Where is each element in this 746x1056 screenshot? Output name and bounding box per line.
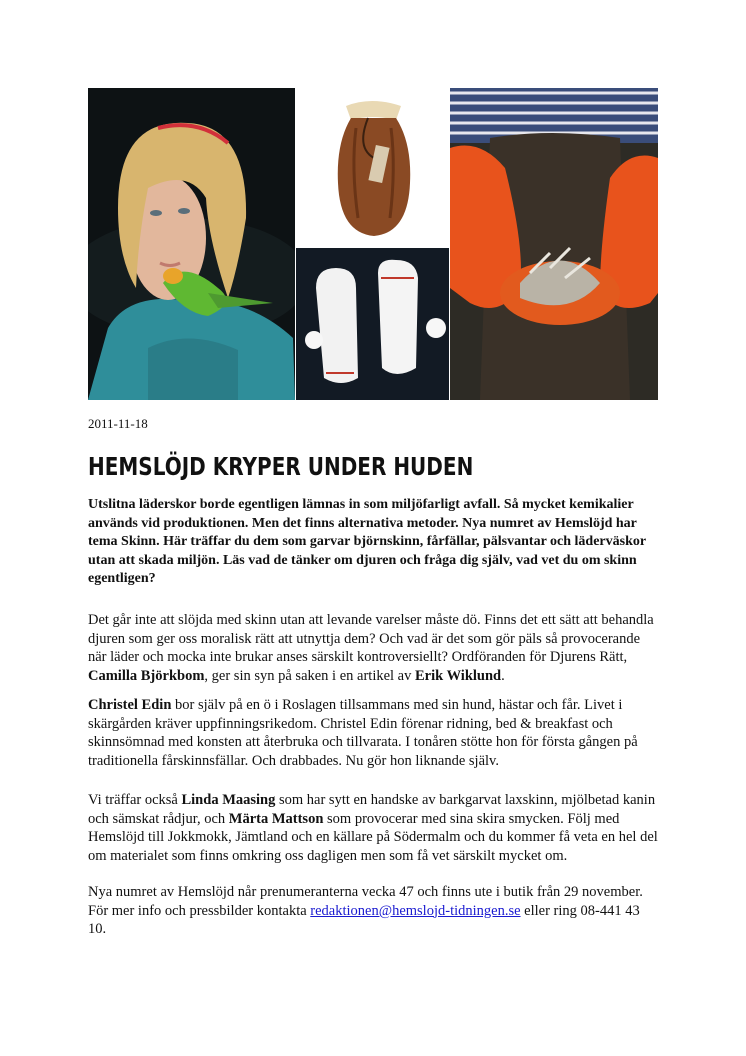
p3-text-b: som har sytt en handske av barkgarvat laxskinn, mjölbetad kanin och sämskat rådjur, och: [88, 792, 656, 827]
orange-gloved-hands-with-fur-photo: [450, 88, 658, 400]
p3-text-a: Vi träffar också: [88, 792, 182, 808]
p2-text-a: bor själv på en ö i Roslagen tillsammans med sin hund, hästar och får. Livet i skärgården kräver uppfinningsrikedom. Christel Edin förenar ridning, bed & breakfast och skinnsömnad med konsten att återbruka och tillvarata. I tonåren stötte hon för första gången på traditionella fårskinnsfällar. Och drabbades. Nu gör hon liknande själv.: [88, 697, 638, 769]
person-christel-edin: Christel Edin: [88, 697, 172, 713]
photo-collage: [88, 88, 658, 400]
article-date: 2011-11-18: [88, 416, 148, 431]
p4-text-a: Nya numret av Hemslöjd når prenumeranterna vecka 47 och finns ute i butik från 29 november. För mer info och pressbilder kontakta: [88, 884, 643, 919]
p1-text-b: , ger sin syn på saken i en artikel av: [204, 667, 415, 684]
p1-text-a: Det går inte att slöjda med skinn utan att levande varelser måste dö. Finns det ett sätt att behandla djuren som ger oss moralisk rätt att utnyttja dem? Och vad är det som gör päls så provocerande när läder och mocka inte brukar anses särskilt kontroversiellt? Ordföranden för Djurens Rätt,: [88, 612, 654, 666]
person-linda-maasing: Linda Maasing: [181, 792, 276, 808]
article-lead: [88, 496, 660, 589]
person-marta-mattson: Märta Mattson: [228, 810, 324, 827]
person-camilla-bjorkbom: Camilla Björkbom: [88, 667, 205, 684]
article-headline: HEMSLÖJD KRYPER UNDER HUDEN: [88, 452, 474, 481]
paragraph-linda-marta: [88, 791, 660, 865]
paragraph-contact: [88, 883, 660, 939]
contact-email-link[interactable]: redaktionen@hemslojd-tidningen.se: [310, 902, 521, 919]
woman-with-parrot-photo: [88, 88, 295, 400]
p3-text-c: som provocerar med sina skira smycken. Följ med Hemslöjd till Jokkmokk, Jämtland och en källare på Södermalm och du kommer få veta en hel del om materialet som finns omkring oss dagligen men som få vet särskilt mycket om.: [88, 810, 658, 864]
p1-text-c: .: [501, 667, 505, 684]
lead-paragraph: Utslitna läderskor borde egentligen lämnas in som miljöfarligt avfall. Så mycket kemikalier används vid produktionen. Men det finns alternativa metoder. Nya numret av Hemslöjd har tema Skinn. Här träffar du dem som garvar björnskinn, fårfällar, pälsvantar och läderväskor utan att skada miljön. Läs vad de tänker om djuren och fråga dig själv, vad vet du om skinn egentligen?: [88, 497, 646, 587]
leather-pouch-photo: [296, 88, 449, 247]
p4-text-b: eller ring 08-441 43 10.: [88, 902, 640, 938]
person-erik-wiklund: Erik Wiklund: [415, 667, 502, 684]
paragraph-christel-edin: [88, 696, 660, 770]
fur-mittens-photo: [296, 248, 449, 400]
paragraph-animal-rights: [88, 611, 660, 685]
